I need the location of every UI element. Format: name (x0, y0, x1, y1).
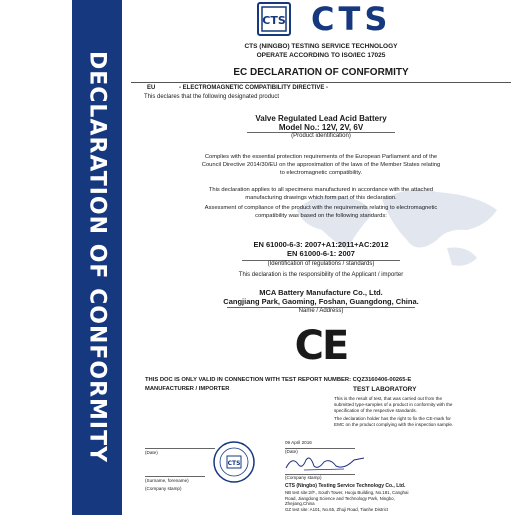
left-date-caption: (Date) (145, 450, 158, 455)
directive-label: - ELECTROMAGNETIC COMPATIBILITY DIRECTIVE - (179, 85, 328, 91)
manufacturer-address: Cangjiang Park, Gaoming, Foshan, Guangdong, China. (223, 297, 419, 306)
manufacturer-caption: Name / Address) (298, 308, 344, 314)
manufacturer-name: MCA Battery Manufacture Co., Ltd. (259, 288, 383, 297)
svg-text:CTS: CTS (227, 460, 241, 467)
issuer-accreditation: OPERATE ACCORDING TO ISO/IEC 17025 (256, 52, 386, 59)
report-validity: THIS DOC IS ONLY VALID IN CONNECTION WITH TEST REPORT NUMBER: CQZ3160406-00265-E (145, 377, 412, 383)
lab-holder-paragraph: The declaration holder has the right to fix the CE-mark for EMC on the product complying with the inspection sample. (334, 416, 454, 427)
standard-line-2: EN 61000-6-1: 2007 (287, 249, 355, 258)
lab-date-caption: (Date) (285, 449, 298, 454)
ce-mark: CE (294, 323, 348, 369)
eu-label: EU (147, 85, 156, 91)
compliance-paragraph: Complies with the essential protection requirements of the European Parliament and of the Council Directive 2014/30/EU on the approximation of the laws of the Member States relating to electromagnetic compatibility. (201, 154, 441, 176)
lab-company-name: CTS (Ningbo) Testing Service Technology Co., Ltd. (285, 483, 406, 489)
cts-logo-mark (257, 2, 291, 36)
company-stamp-icon (212, 440, 256, 484)
standard-line-1: EN 61000-6-3: 2007+A1:2011+AC:2012 (253, 240, 389, 249)
lab-result-paragraph: This is the result of test, that was carried out from the submitted type-samples of a product in conformity with the specification of the respective standards. (334, 396, 453, 413)
cts-emblem-icon (259, 4, 289, 34)
scope-paragraph: This declaration applies to all specimens manufactured in accordance with the attached manufacturing drawings which form part of this declaration. (208, 187, 434, 201)
certificate-page (127, 0, 515, 515)
left-name-rule (145, 476, 205, 477)
sidebar-title: DECLARATION OF CONFORMITY (84, 51, 110, 464)
test-laboratory-heading: TEST LABORATORY (353, 386, 417, 393)
product-name: Valve Regulated Lead Acid Battery (255, 114, 387, 123)
cts-logo-text: CTS (311, 0, 392, 38)
document-title: EC DECLARATION OF CONFORMITY (233, 67, 409, 78)
manufacturer-importer-heading: MANUFACTURER / IMPORTER (145, 386, 230, 392)
lab-date: 09 April 2016 (285, 440, 312, 445)
issuer-name: CTS (NINGBO) TESTING SERVICE TECHNOLOGY (244, 43, 398, 50)
left-stamp-caption: (Company stamp) (145, 486, 182, 491)
cts-logo (247, 2, 515, 38)
lab-stamp-caption: (Company stamp) (285, 475, 322, 480)
left-date-rule (145, 448, 215, 449)
lab-address: NB test site:2/F., South Tower, Huoju Building, No.181, Canghai Road, Jiangdong Science and Technology Park, Ningbo, Zhejiang,China GZ test site: A101, No.65, Zhuji Road, Tianhe District (285, 490, 409, 512)
assessment-paragraph: Assessment of compliance of the product with the requirements relating to electromagnetic compatibility was based on the following standards: (204, 205, 438, 219)
declares-text: This declares that the following designated product (144, 94, 280, 100)
product-caption: (Product identification) (291, 133, 351, 139)
responsibility-text: This declaration is the responsibility of the Applicant / importer (238, 272, 404, 278)
standards-caption: (Identification of regulations / standards) (267, 261, 375, 267)
sidebar-title-wrap (72, 0, 122, 515)
sidebar-band (72, 0, 122, 515)
left-name-caption: (Surname, forename) (145, 478, 189, 483)
product-model: Model No.: 12V, 2V, 6V (278, 123, 364, 132)
title-rule (131, 82, 511, 83)
lab-signature (284, 452, 366, 474)
svg-text:CTS: CTS (262, 14, 286, 27)
